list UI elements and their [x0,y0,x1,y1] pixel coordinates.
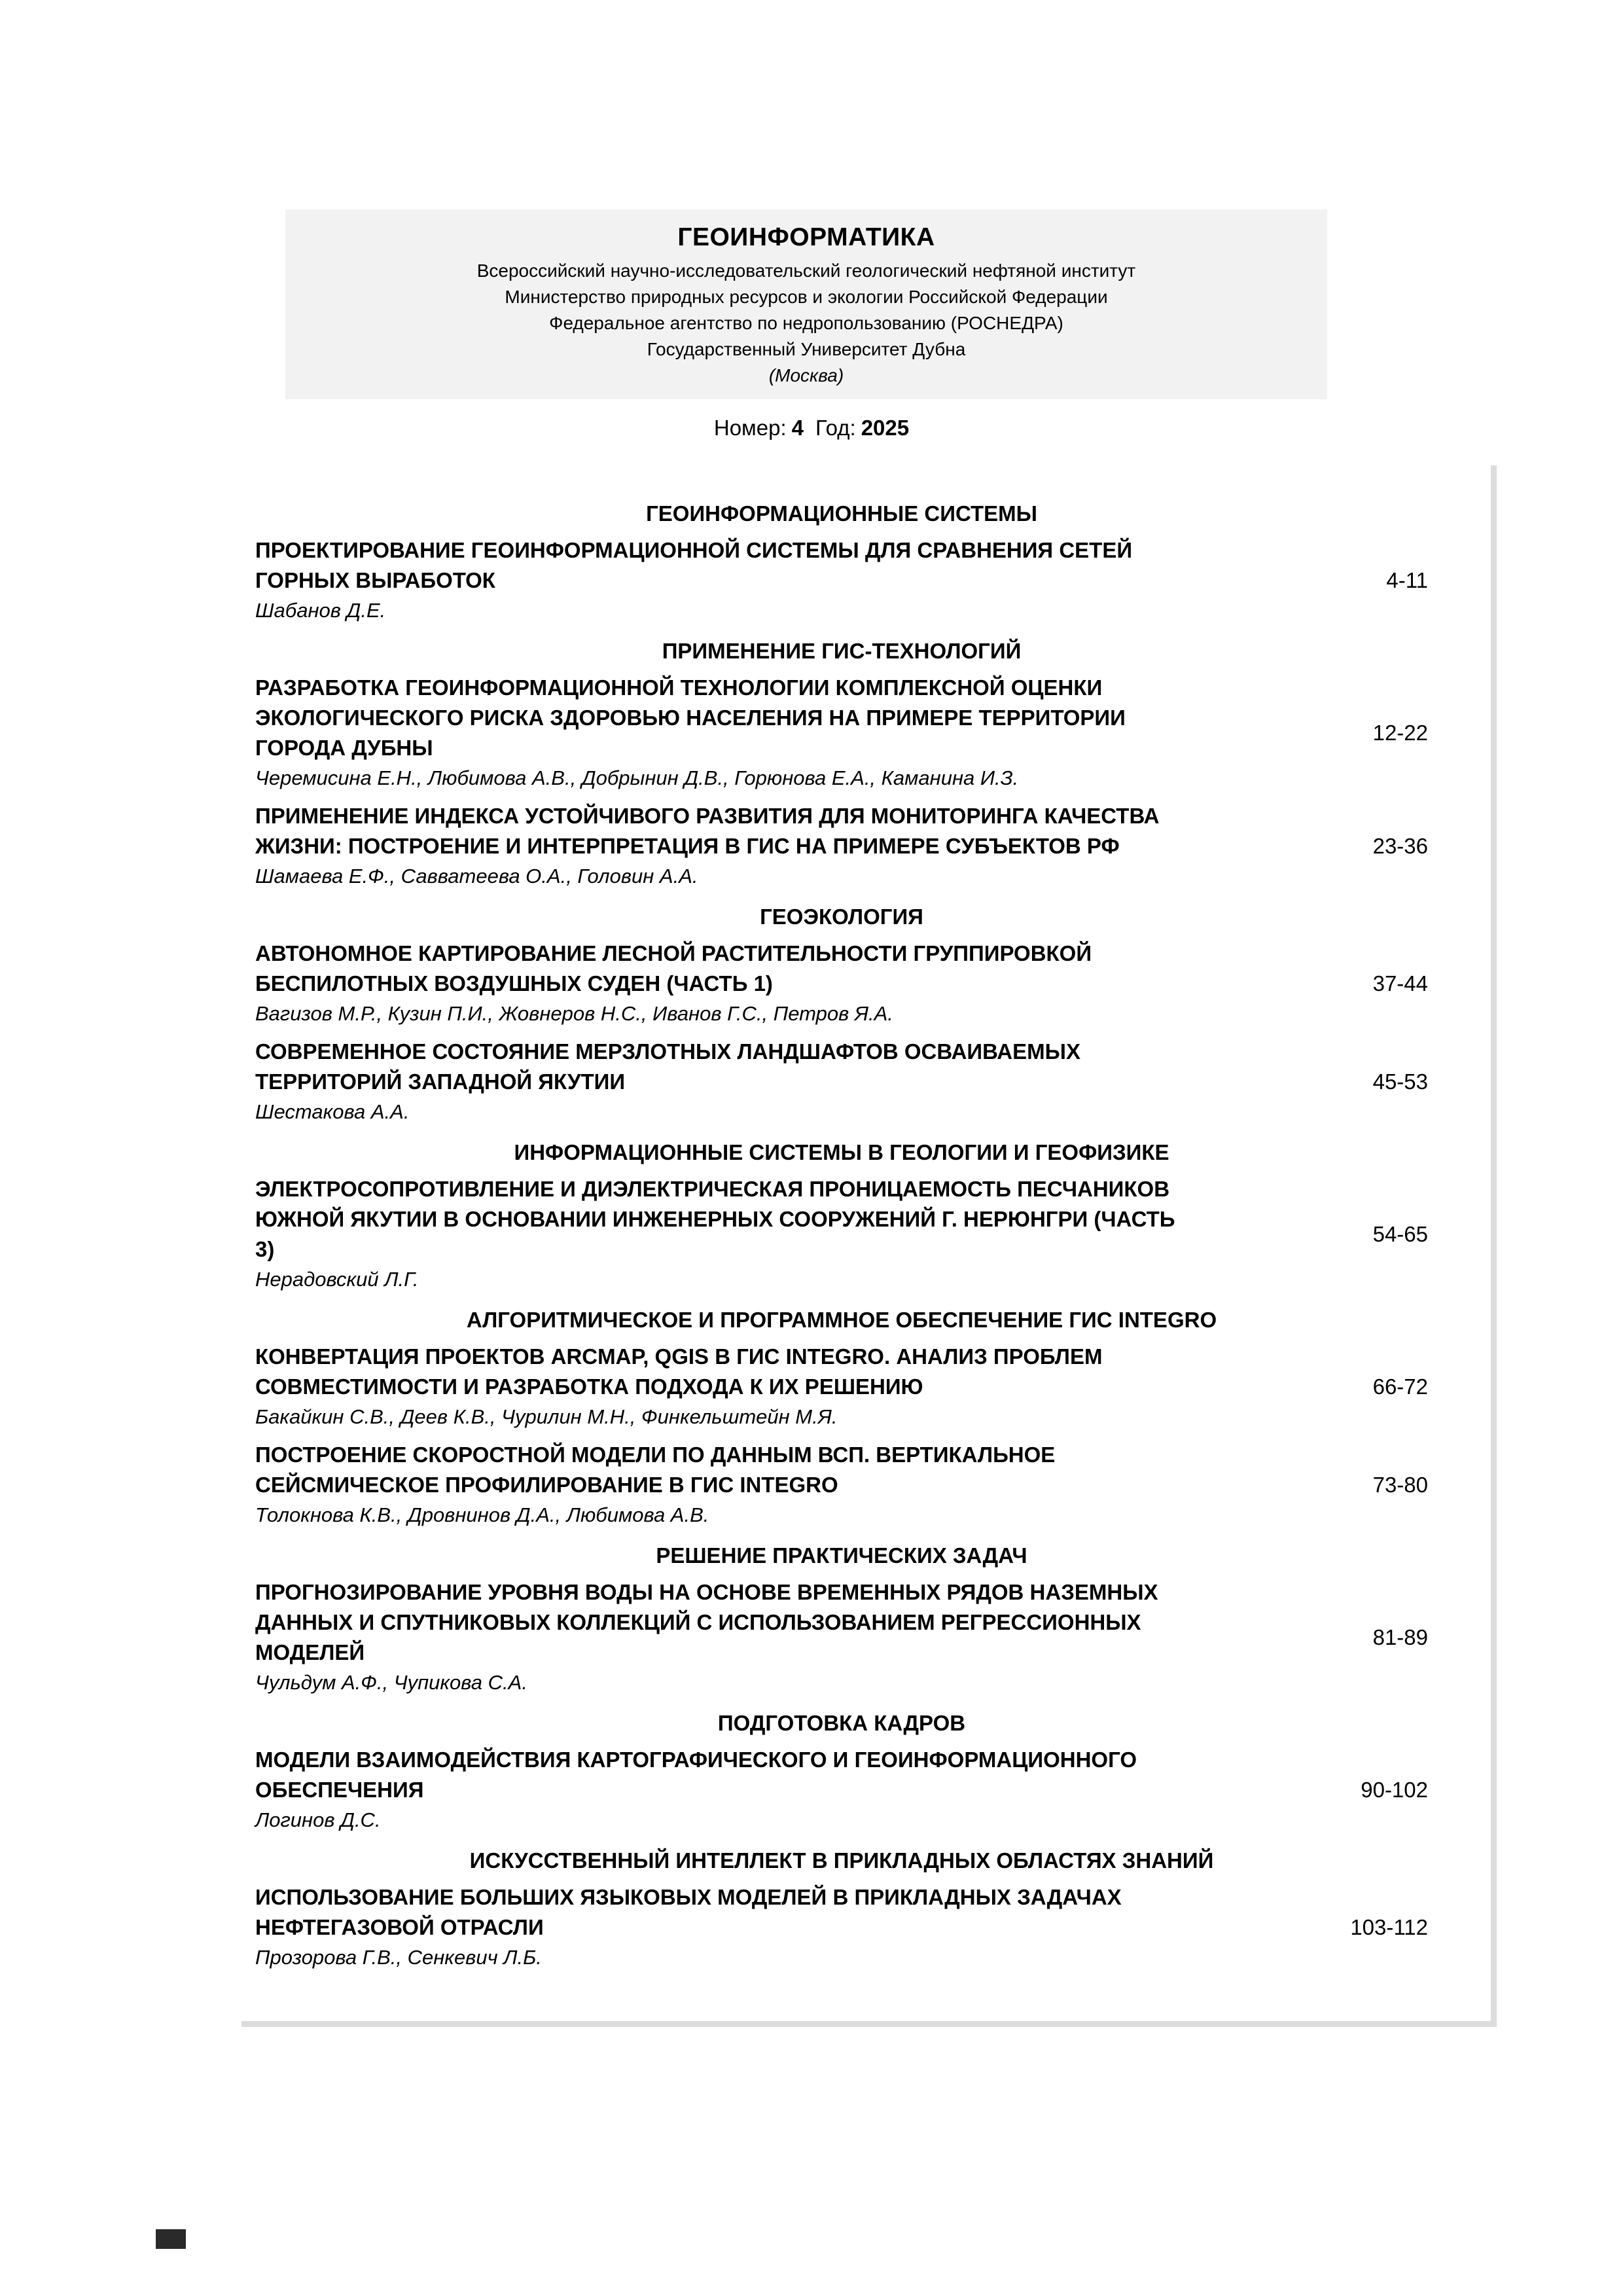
article-row [255,535,1428,626]
issue-year-label: Год: [815,416,856,440]
article-authors: Черемисина Е.Н., Любимова А.В., Добрынин Д.В., Горюнова Е.А., Каманина И.З. [255,766,1019,789]
section-title: АЛГОРИТМИЧЕСКОЕ И ПРОГРАММНОЕ ОБЕСПЕЧЕНИЕ ГИС INTEGRO [466,1308,1217,1332]
article-text-block [255,673,1211,793]
article-row [255,673,1428,793]
article-title: РАЗРАБОТКА ГЕОИНФОРМАЦИОННОЙ ТЕХНОЛОГИИ КОМПЛЕКСНОЙ ОЦЕНКИ ЭКОЛОГИЧЕСКОГО РИСКА ЗДОРОВЬЮ НАСЕЛЕНИЯ НА ПРИМЕРЕ ТЕРРИТОРИИ ГОРОДА ДУБНЫ [255,675,1126,760]
article-title: АВТОНОМНОЕ КАРТИРОВАНИЕ ЛЕСНОЙ РАСТИТЕЛЬНОСТИ ГРУППИРОВКОЙ БЕСПИЛОТНЫХ ВОЗДУШНЫХ СУДЕН (ЧАСТЬ 1) [255,941,1092,996]
article-title: КОНВЕРТАЦИЯ ПРОЕКТОВ ARCMAP, QGIS В ГИС INTEGRO. АНАЛИЗ ПРОБЛЕМ СОВМЕСТИМОСТИ И РАЗРАБОТКА ПОДХОДА К ИХ РЕШЕНИЮ [255,1344,1103,1399]
article-pages: 73-80 [1372,1473,1428,1497]
article-pages: 23-36 [1372,834,1428,858]
article-authors: Нерадовский Л.Г. [255,1268,419,1291]
article-title: СОВРЕМЕННОЕ СОСТОЯНИЕ МЕРЗЛОТНЫХ ЛАНДШАФТОВ ОСВАИВАЕМЫХ ТЕРРИТОРИЙ ЗАПАДНОЙ ЯКУТИИ [255,1039,1080,1094]
scan-corner-mark [156,2229,186,2249]
article-pages: 81-89 [1372,1625,1428,1649]
section-title: ПРИМЕНЕНИЕ ГИС-ТЕХНОЛОГИЙ [662,639,1022,663]
article-title: ПРОЕКТИРОВАНИЕ ГЕОИНФОРМАЦИОННОЙ СИСТЕМЫ ДЛЯ СРАВНЕНИЯ СЕТЕЙ ГОРНЫХ ВЫРАБОТОК [255,538,1133,592]
section-title: ИНФОРМАЦИОННЫЕ СИСТЕМЫ В ГЕОЛОГИИ И ГЕОФИЗИКЕ [514,1140,1169,1164]
institution-line: Федеральное агентство по недропользованию (РОСНЕДРА) [549,313,1063,333]
article-row [255,939,1428,1029]
article-authors: Шестакова А.А. [255,1100,410,1123]
journal-header [285,209,1327,399]
issue-line [0,414,1623,442]
article-authors: Вагизов М.Р., Кузин П.И., Жовнеров Н.С., Иванов Г.С., Петров Я.А. [255,1002,893,1025]
article-row [255,801,1428,891]
article-title: ЭЛЕКТРОСОПРОТИВЛЕНИЕ И ДИЭЛЕКТРИЧЕСКАЯ ПРОНИЦАЕМОСТЬ ПЕСЧАНИКОВ ЮЖНОЙ ЯКУТИИ В ОСНОВАНИИ ИНЖЕНЕРНЫХ СООРУЖЕНИЙ Г. НЕРЮНГРИ (ЧАСТЬ 3) [255,1177,1175,1261]
article-title: ПОСТРОЕНИЕ СКОРОСТНОЙ МОДЕЛИ ПО ДАННЫМ ВСП. ВЕРТИКАЛЬНОЕ СЕЙСМИЧЕСКОЕ ПРОФИЛИРОВАНИЕ В ГИС INTEGRO [255,1443,1056,1497]
article-pages: 103-112 [1350,1915,1428,1939]
institution-line: Всероссийский научно-исследовательский геологический нефтяной институт [476,260,1136,281]
article-pages: 12-22 [1372,721,1428,745]
article-pages: 37-44 [1372,971,1428,996]
article-title: ИСПОЛЬЗОВАНИЕ БОЛЬШИХ ЯЗЫКОВЫХ МОДЕЛЕЙ В ПРИКЛАДНЫХ ЗАДАЧАХ НЕФТЕГАЗОВОЙ ОТРАСЛИ [255,1885,1122,1939]
article-text-block [255,1037,1211,1127]
article-text-block [255,1342,1211,1432]
article-authors: Чульдум А.Ф., Чупикова С.А. [255,1671,527,1694]
article-pages: 45-53 [1372,1069,1428,1094]
article-authors: Толокнова К.В., Дровнинов Д.А., Любимова А.В. [255,1503,709,1526]
issue-number-label: Номер: [713,416,787,440]
article-text-block [255,1577,1211,1698]
section-title: РЕШЕНИЕ ПРАКТИЧЕСКИХ ЗАДАЧ [656,1543,1027,1568]
article-authors: Прозорова Г.В., Сенкевич Л.Б. [255,1946,542,1969]
institution-line: Министерство природных ресурсов и экологии Российской Федерации [505,287,1108,307]
article-pages: 54-65 [1372,1222,1428,1246]
article-authors: Шамаева Е.Ф., Савватеева О.А., Головин А.А. [255,865,698,888]
article-authors: Шабанов Д.Е. [255,599,386,622]
issue-year-value: 2025 [861,416,910,440]
journal-institutions [301,258,1311,363]
article-text-block [255,1745,1211,1835]
section-title: ПОДГОТОВКА КАДРОВ [717,1711,966,1735]
article-row [255,1174,1428,1295]
article-title: ПРОГНОЗИРОВАНИЕ УРОВНЯ ВОДЫ НА ОСНОВЕ ВРЕМЕННЫХ РЯДОВ НАЗЕМНЫХ ДАННЫХ И СПУТНИКОВЫХ КОЛЛЕКЦИЙ С ИСПОЛЬЗОВАНИЕМ РЕГРЕССИОННЫХ МОДЕЛЕЙ [255,1580,1158,1664]
article-authors: Бакайкин С.В., Деев К.В., Чурилин М.Н., Финкельштейн М.Я. [255,1405,838,1428]
article-text-block [255,535,1211,626]
article-row [255,1882,1428,1973]
article-authors: Логинов Д.С. [255,1808,381,1831]
issue-number-value: 4 [791,416,804,440]
article-row [255,1745,1428,1835]
article-row [255,1577,1428,1698]
section-title: ГЕОИНФОРМАЦИОННЫЕ СИСТЕМЫ [646,501,1037,526]
article-row [255,1342,1428,1432]
institution-line: Государственный Университет Дубна [647,339,966,359]
toc-content [255,499,1428,1973]
table-of-contents [236,459,1491,2021]
article-pages: 4-11 [1386,568,1428,592]
article-row [255,1037,1428,1127]
article-title: МОДЕЛИ ВЗАИМОДЕЙСТВИЯ КАРТОГРАФИЧЕСКОГО И ГЕОИНФОРМАЦИОННОГО ОБЕСПЕЧЕНИЯ [255,1748,1137,1802]
article-text-block [255,1882,1211,1973]
section-title: ИСКУССТВЕННЫЙ ИНТЕЛЛЕКТ В ПРИКЛАДНЫХ ОБЛАСТЯХ ЗНАНИЙ [469,1848,1214,1873]
journal-title: ГЕОИНФОРМАТИКА [677,223,935,251]
article-text-block [255,939,1211,1029]
article-title: ПРИМЕНЕНИЕ ИНДЕКСА УСТОЙЧИВОГО РАЗВИТИЯ ДЛЯ МОНИТОРИНГА КАЧЕСТВА ЖИЗНИ: ПОСТРОЕНИЕ И ИНТЕРПРЕТАЦИЯ В ГИС НА ПРИМЕРЕ СУБЪЕКТОВ РФ [255,804,1160,858]
article-pages: 90-102 [1361,1778,1428,1802]
article-text-block [255,1174,1211,1295]
section-title: ГЕОЭКОЛОГИЯ [760,905,923,929]
article-text-block [255,801,1211,891]
article-pages: 66-72 [1372,1374,1428,1399]
article-text-block [255,1440,1211,1530]
article-row [255,1440,1428,1530]
journal-city: (Москва) [768,365,844,386]
